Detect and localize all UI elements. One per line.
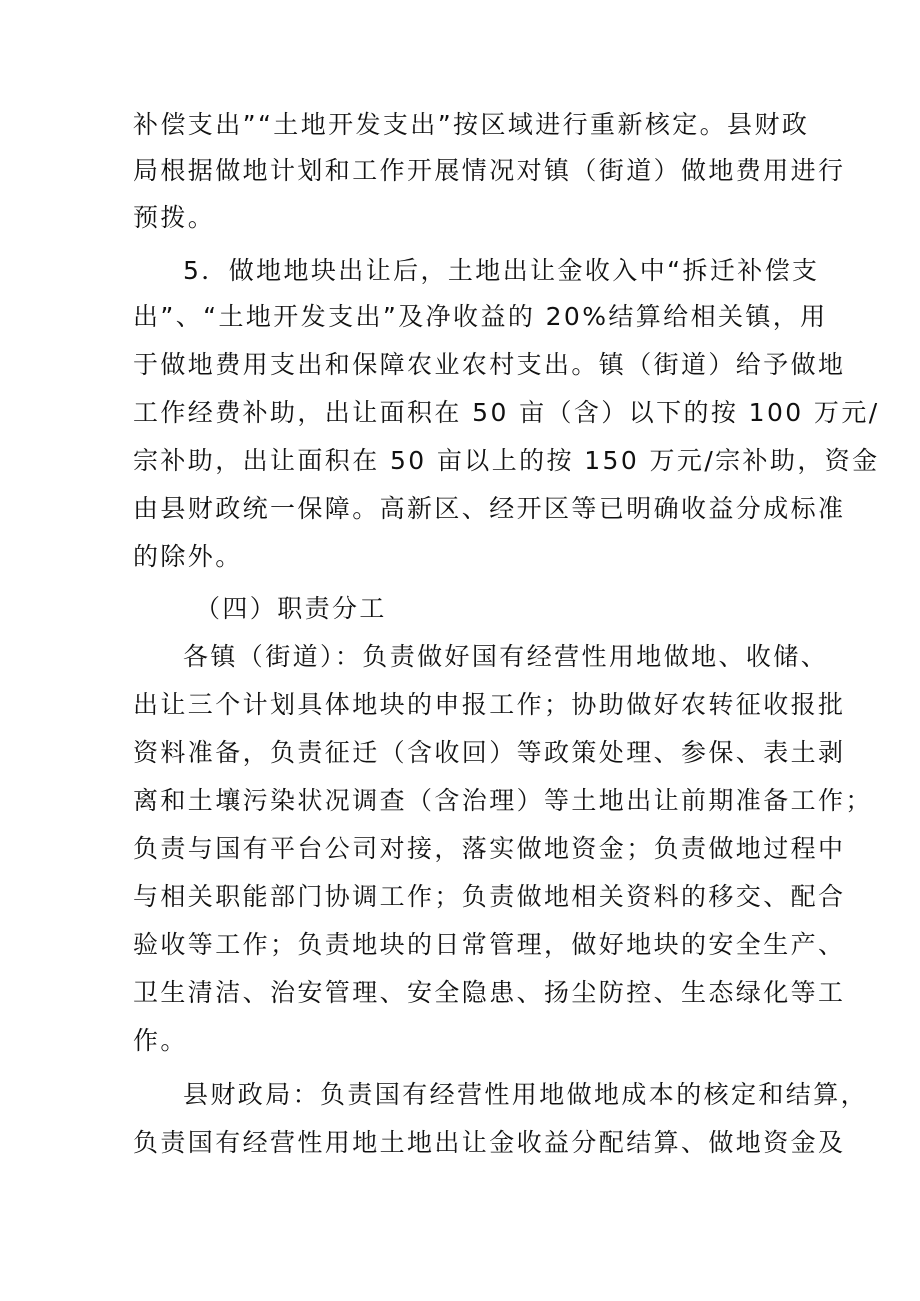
text-line: 出让三个计划具体地块的申报工作；协助做好农转征收报批 bbox=[133, 690, 846, 719]
paragraph-towns-start: 各镇（街道）：负责做好国有经营性用地做地、收储、 bbox=[183, 642, 829, 671]
text-line: 资料准备，负责征迁（含收回）等政策处理、参保、表土剥 bbox=[133, 738, 846, 767]
text-line: 预拨。 bbox=[133, 203, 216, 232]
section-heading: （四）职责分工 bbox=[195, 594, 387, 623]
text-line: 局根据做地计划和工作开展情况对镇（街道）做地费用进行 bbox=[133, 156, 846, 185]
text-line: 由县财政统一保障。高新区、经开区等已明确收益分成标准 bbox=[133, 494, 846, 523]
text-line: 于做地费用支出和保障农业农村支出。镇（街道）给予做地 bbox=[133, 350, 846, 379]
text-line: 负责国有经营性用地土地出让金收益分配结算、做地资金及 bbox=[133, 1128, 846, 1157]
text-line: 出”、“土地开发支出”及净收益的 20%结算给相关镇，用 bbox=[133, 302, 828, 331]
text-line: 工作经费补助，出让面积在 50 亩（含）以下的按 100 万元/ bbox=[133, 398, 880, 427]
text-line: 补偿支出”“土地开发支出”按区域进行重新核定。县财政 bbox=[133, 110, 810, 139]
text-line: 的除外。 bbox=[133, 542, 243, 571]
text-line: 作。 bbox=[133, 1026, 188, 1055]
paragraph-5-start: 5．做地地块出让后，土地出让金收入中“拆迁补偿支 bbox=[183, 256, 820, 285]
text-line: 负责与国有平台公司对接，落实做地资金；负责做地过程中 bbox=[133, 834, 846, 863]
text-line: 离和土壤污染状况调查（含治理）等土地出让前期准备工作； bbox=[133, 786, 873, 815]
text-line: 宗补助，出让面积在 50 亩以上的按 150 万元/宗补助，资金 bbox=[133, 446, 880, 475]
text-line: 验收等工作；负责地块的日常管理，做好地块的安全生产、 bbox=[133, 930, 846, 959]
text-line: 卫生清洁、治安管理、安全隐患、扬尘防控、生态绿化等工 bbox=[133, 978, 846, 1007]
paragraph-finance-start: 县财政局：负责国有经营性用地做地成本的核定和结算， bbox=[183, 1080, 869, 1109]
text-line: 与相关职能部门协调工作；负责做地相关资料的移交、配合 bbox=[133, 882, 846, 911]
